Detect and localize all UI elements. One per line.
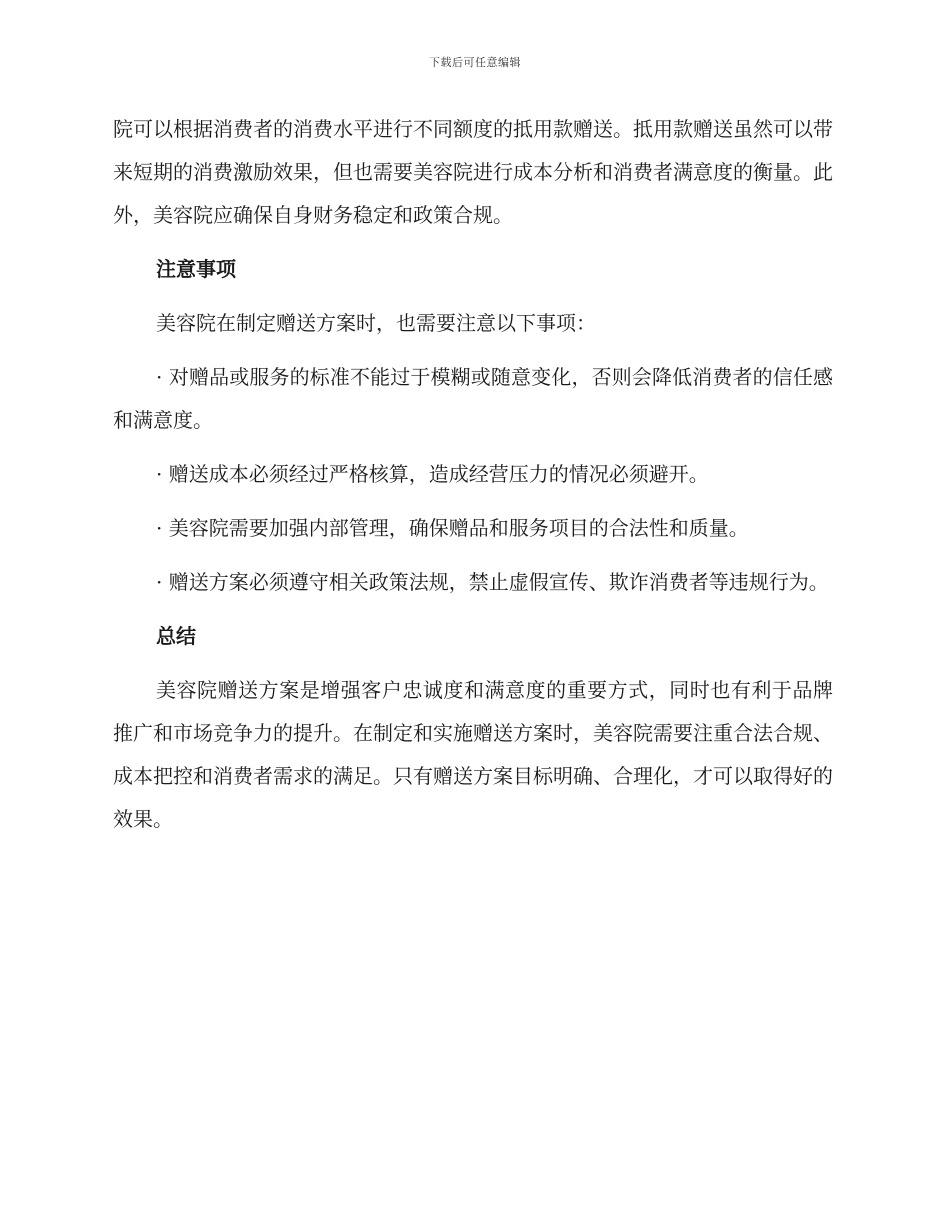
intro-paragraph: 院可以根据消费者的消费水平进行不同额度的抵用款赠送。抵用款赠送虽然可以带来短期的消费激励效果，但也需要美容院进行成本分析和消费者满意度的衡量。此外，美容院应确保自身财务稳定和政策合规。 [113,117,833,227]
list-item: · 赠送方案必须遵守相关政策法规，禁止虚假宣传、欺诈消费者等违规行为。 [156,570,829,594]
summary-paragraph: 美容院赠送方案是增强客户忠诚度和满意度的重要方式，同时也有利于品牌推广和市场竞争力的提升。在制定和实施赠送方案时，美容院需要注重合法合规、成本把控和消费者需求的满足。只有赠送方案目标明确、合理化，才可以取得好的效果。 [113,678,833,831]
notes-lead-paragraph: 美容院在制定赠送方案时，也需要注意以下事项： [156,311,596,335]
document-body [113,108,833,841]
list-item: · 对赠品或服务的标准不能过于模糊或随意变化，否则会降低消费者的信任感和满意度。 [113,365,833,432]
header-note: 下载后可任意编辑 [429,56,521,69]
list-item: · 美容院需要加强内部管理，确保赠品和服务项目的合法性和质量。 [156,516,749,540]
list-item: · 赠送成本必须经过严格核算，造成经营压力的情况必须避开。 [156,462,709,486]
section-heading-summary: 总结 [156,624,196,648]
section-heading-notes: 注意事项 [156,257,236,281]
